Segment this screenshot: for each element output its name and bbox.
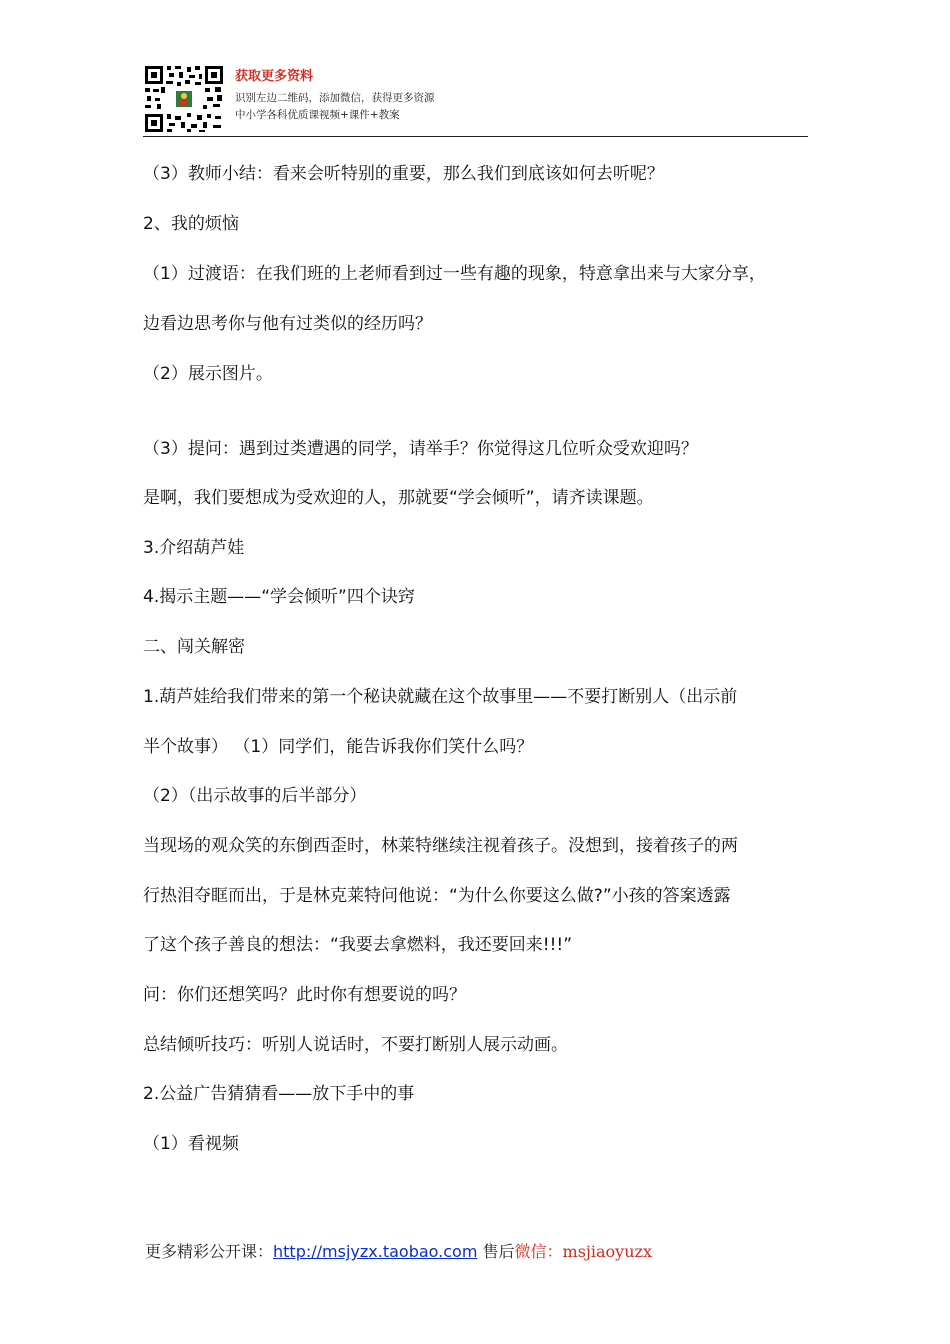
footer-after-sales: 售后 <box>477 1242 515 1261</box>
text-line: （3）教师小结：看来会听特别的重要，那么我们到底该如何去听呢？ <box>143 164 664 184</box>
text-line: （2）展示图片。 <box>143 364 273 384</box>
text-line: 2、我的烦恼 <box>143 214 239 234</box>
header-line-1: 识别左边二维码，添加微信，获得更多资源 <box>235 92 435 104</box>
text-line: 是啊，我们要想成为受欢迎的人，那就要“学会倾听”，请齐读课题。 <box>143 488 654 508</box>
header-divider <box>143 136 808 137</box>
text-line: （1）过渡语：在我们班的上老师看到过一些有趣的现象，特意拿出来与大家分享， <box>143 264 766 284</box>
text-line: 3.介绍葫芦娃 <box>143 538 245 558</box>
footer-link[interactable]: http://msjyzx.taobao.com <box>273 1242 478 1261</box>
footer-wechat-label: 微信： <box>514 1242 563 1261</box>
header-title: 获取更多资料 <box>235 69 314 84</box>
header-line-2: 中小学各科优质课视频+课件+教案 <box>235 109 400 121</box>
header-text <box>235 68 435 124</box>
text-line: （3）提问：遇到过类遭遇的同学，请举手？你觉得这几位听众受欢迎吗？ <box>143 439 698 459</box>
text-line: 2.公益广告猜猜看——放下手中的事 <box>143 1084 415 1104</box>
footer-prefix: 更多精彩公开课： <box>145 1242 274 1261</box>
text-line: （1）看视频 <box>143 1134 239 1154</box>
page-header <box>143 64 808 136</box>
text-line: 问：你们还想笑吗？此时你有想要说的吗？ <box>143 985 466 1005</box>
qr-code-icon <box>143 64 225 134</box>
text-line: 4.揭示主题——“学会倾听”四个诀窍 <box>143 587 415 607</box>
text-line: 二、闯关解密 <box>143 637 245 657</box>
text-line: （2）（出示故事的后半部分） <box>143 786 367 806</box>
text-line: 边看边思考你与他有过类似的经历吗？ <box>143 314 432 334</box>
text-line: 总结倾听技巧：听别人说话时，不要打断别人展示动画。 <box>143 1035 568 1055</box>
text-line: 了这个孩子善良的想法：“我要去拿燃料，我还要回来!!!” <box>143 935 573 955</box>
footer-wechat-id: msjiaoyuzx <box>562 1242 652 1261</box>
page-footer <box>145 1240 652 1264</box>
text-line: 行热泪夺眶而出，于是林克莱特问他说：“为什么你要这么做?”小孩的答案透露 <box>143 886 731 906</box>
text-line: 1.葫芦娃给我们带来的第一个秘诀就藏在这个故事里——不要打断别人（出示前 <box>143 687 738 707</box>
text-line: 半个故事） （1）同学们，能告诉我你们笑什么吗？ <box>143 737 534 757</box>
text-line: 当现场的观众笑的东倒西歪时，林莱特继续注视着孩子。没想到，接着孩子的两 <box>143 836 738 856</box>
